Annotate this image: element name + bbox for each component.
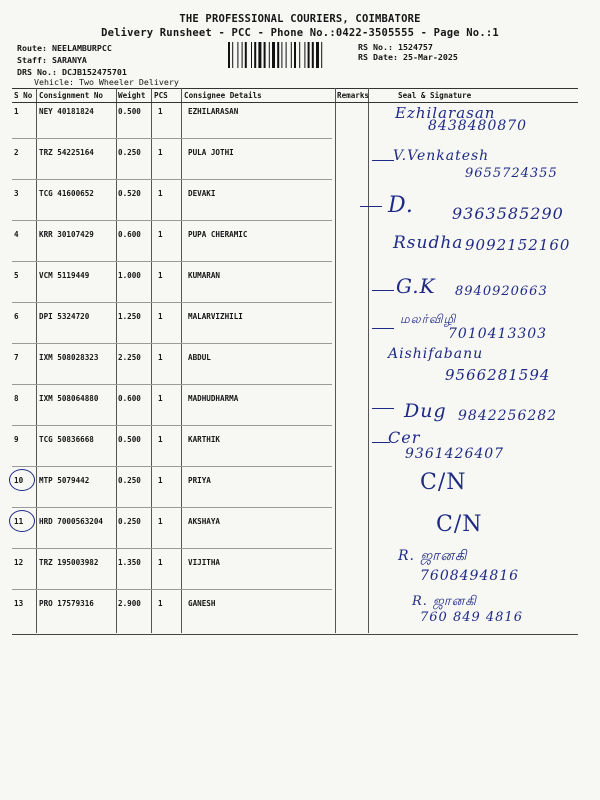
rs-date: RS Date: 25-Mar-2025 xyxy=(358,52,458,62)
circle-mark xyxy=(9,469,35,491)
col-sno: S No xyxy=(14,91,33,100)
col-consignment: Consignment No xyxy=(39,91,104,100)
table-row: 5 VCM 5119449 1.000 1 KUMARAN xyxy=(12,271,578,313)
signature: Dug xyxy=(404,400,447,422)
table-row: 3 TCG 41600652 0.520 1 DEVAKI xyxy=(12,189,578,231)
table-header xyxy=(12,89,578,103)
cn-mark: C/N xyxy=(436,512,483,537)
signature-phone: 7010413303 xyxy=(448,326,548,342)
signature-phone: 9566281594 xyxy=(445,366,551,384)
rs-number: RS No.: 1524757 xyxy=(358,42,433,52)
col-signature: Seal & Signature xyxy=(398,91,472,100)
col-weight: Weight xyxy=(118,91,146,100)
signature-phone: 8940920663 xyxy=(455,284,548,299)
company-name: THE PROFESSIONAL COURIERS, COIMBATORE xyxy=(179,13,421,25)
signature: மலர்விழி xyxy=(400,312,457,326)
table-row: 7 IXM 508028323 2.250 1 ABDUL xyxy=(12,353,578,395)
table-row: 12 TRZ 195003982 1.350 1 VIJITHA xyxy=(12,558,578,600)
circle-mark xyxy=(9,510,35,532)
signature-phone: 7608494816 xyxy=(420,568,520,584)
signature-phone: 9092152160 xyxy=(465,236,571,254)
table-row: 2 TRZ 54225164 0.250 1 PULA JOTHI xyxy=(12,148,578,190)
signature: R. ஜானகி xyxy=(412,594,477,609)
signature-phone: 9655724355 xyxy=(465,166,558,181)
barcode xyxy=(228,42,348,68)
staff-text: Staff: SARANYA xyxy=(17,55,87,65)
dash-mark xyxy=(372,290,394,291)
col-remarks: Remarks xyxy=(337,91,370,100)
dash-mark xyxy=(360,206,382,207)
runsheet-title: Delivery Runsheet - PCC - Phone No.:0422-3505555 - Page No.:1 xyxy=(101,27,499,39)
dash-mark xyxy=(372,160,394,161)
dash-mark xyxy=(372,408,394,409)
signature-phone: 9363585290 xyxy=(452,204,564,223)
cn-mark: C/N xyxy=(420,470,467,495)
signature: Aishifabanu xyxy=(388,346,484,362)
signature: V.Venkatesh xyxy=(393,148,490,164)
signature-phone: 760 849 4816 xyxy=(420,610,523,625)
table-row: 13 PRO 17579316 2.900 1 GANESH xyxy=(14,599,216,608)
table-row: 4 KRR 30107429 0.600 1 PUPA CHERAMIC xyxy=(12,230,578,272)
drs-number: DRS No.: DCJB152475701 xyxy=(17,67,127,77)
route-text: Route: NEELAMBURPCC xyxy=(17,43,112,53)
table-row: 8 IXM 508064880 0.600 1 MADHUDHARMA xyxy=(12,394,578,436)
signature: D. xyxy=(388,193,414,218)
signature-phone: 9361426407 xyxy=(405,446,505,462)
table-row: 10 MTP 5079442 0.250 1 PRIYA xyxy=(12,476,578,518)
col-pcs: PCS xyxy=(154,91,168,100)
signature-phone: 9842256282 xyxy=(458,408,558,424)
dash-mark xyxy=(372,328,394,329)
vehicle-text: Vehicle: Two Wheeler Delivery xyxy=(34,77,179,87)
col-consignee: Consignee Details xyxy=(184,91,262,100)
signature: G.K xyxy=(396,274,436,298)
signature: Rsudha xyxy=(393,233,464,253)
table-row: 9 TCG 50836668 0.500 1 KARTHIK xyxy=(12,435,578,477)
signature: Ezhilarasan xyxy=(395,104,496,122)
table-row: 11 HRD 7000563204 0.250 1 AKSHAYA xyxy=(12,517,578,559)
signature: R. ஜானகி xyxy=(398,548,468,564)
table-row: 1 NEY 40181824 0.500 1 EZHILARASAN xyxy=(12,107,578,149)
table-row: 6 DPI 5324720 1.250 1 MALARVIZHILI xyxy=(12,312,578,354)
signature-phone: 8438480870 xyxy=(428,118,528,134)
signature: Cer xyxy=(388,428,421,447)
